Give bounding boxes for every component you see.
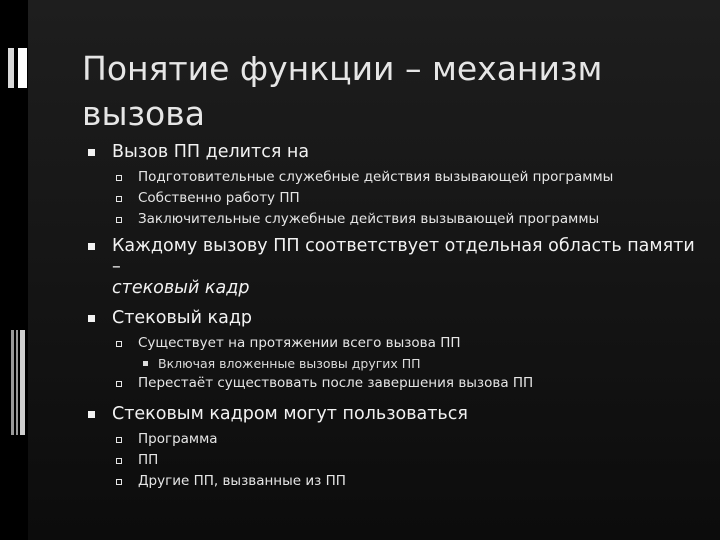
bullet-text: ПП — [138, 452, 159, 468]
sub-sub-bullet-item — [84, 354, 704, 373]
hollow-square-bullet-icon — [116, 217, 122, 223]
bullet-text: Перестаёт существовать после завершения вызова ПП — [138, 375, 534, 391]
sub-bullet-item — [84, 429, 704, 450]
decor-bar — [11, 330, 14, 435]
square-bullet-icon — [88, 411, 95, 418]
decor-bar — [20, 330, 25, 435]
bullet-text: Вызов ПП делится на — [112, 142, 310, 162]
bullet-text: Подготовительные служебные действия вызывающей программы — [138, 169, 614, 185]
bullet-text: Собственно работу ПП — [138, 190, 300, 206]
hollow-square-bullet-icon — [116, 458, 122, 464]
slide-title: Понятие функции – механизм вызова — [82, 49, 603, 133]
bullet-item — [84, 236, 704, 299]
sub-bullet-item — [84, 471, 704, 492]
sub-bullet-item — [84, 209, 704, 230]
sub-bullet-item — [84, 450, 704, 471]
sub-bullet-item — [84, 333, 704, 354]
bullet-text: Заключительные служебные действия вызывающей программы — [138, 211, 600, 227]
decor-bar — [8, 48, 14, 88]
bullet-text: Каждому вызову ПП соответствует отдельная область памяти – — [112, 236, 695, 277]
hollow-square-bullet-icon — [116, 341, 122, 347]
hollow-square-bullet-icon — [116, 196, 122, 202]
bullet-item — [84, 308, 704, 329]
hollow-square-bullet-icon — [116, 381, 122, 387]
bullet-list — [84, 142, 704, 492]
square-bullet-icon — [88, 243, 95, 250]
decor-bar — [16, 330, 18, 435]
bullet-text: Существует на протяжении всего вызова ПП — [138, 335, 461, 351]
small-square-bullet-icon — [143, 361, 148, 366]
hollow-square-bullet-icon — [116, 479, 122, 485]
sub-bullet-item — [84, 373, 704, 394]
sub-bullet-item — [84, 188, 704, 209]
bullet-text: Стековый кадр — [112, 308, 253, 328]
bullet-text-emphasis: стековый кадр — [112, 278, 250, 298]
hollow-square-bullet-icon — [116, 175, 122, 181]
bullet-text: Включая вложенные вызовы других ПП — [158, 356, 421, 371]
bullet-text: Стековым кадром могут пользоваться — [112, 404, 468, 424]
hollow-square-bullet-icon — [116, 437, 122, 443]
bullet-text: Другие ПП, вызванные из ПП — [138, 473, 346, 489]
square-bullet-icon — [88, 149, 95, 156]
bullet-text: Программа — [138, 431, 218, 447]
bullet-item — [84, 142, 704, 163]
square-bullet-icon — [88, 315, 95, 322]
sub-bullet-item — [84, 167, 704, 188]
bullet-item — [84, 404, 704, 425]
decor-bar — [18, 48, 27, 88]
